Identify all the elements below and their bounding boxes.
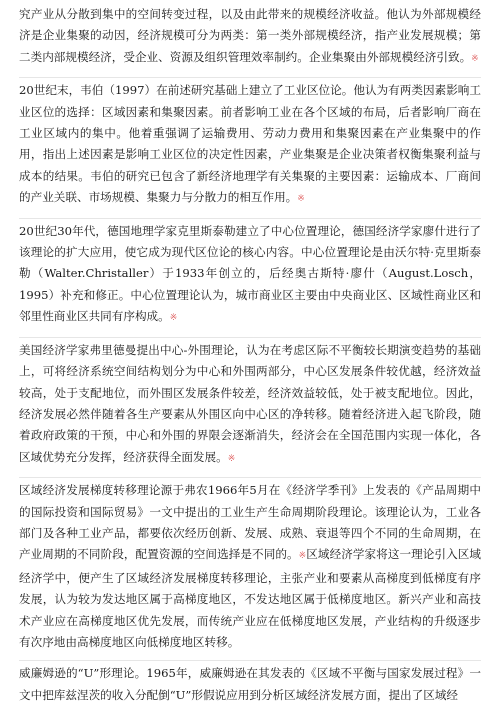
- paragraph-2: [19, 78, 481, 218]
- paragraph-4: [19, 338, 481, 478]
- paragraph-1: [19, 4, 481, 78]
- citation-mark: ※: [298, 551, 307, 562]
- paragraph-text-continued: 区域经济学家将这一理论引入区域经济学中，便产生了区域经济发展梯度转移理论，主张产业和要素从高梯度到低梯度有序发展，认为较为发达地区属于高梯度地区，不发达地区属于低梯度地区。新兴产业和高技术产业应在高梯度地区优先发展，而传统产业应在低梯度地区发展，产业结构的升级逐步有次序地由高梯度地区向低梯度地区转移。: [19, 547, 481, 649]
- citation-mark: ※: [471, 53, 479, 64]
- citation-mark: ※: [297, 194, 305, 205]
- paragraph-text: 威廉姆逊的“U”形理论。1965年，威廉姆逊在其发表的《区域不平衡与国家发展过程》一文中把库兹涅茨的收入分配倒“U”形假说应用到分析区域经济发展方面，提出了区域经: [19, 666, 481, 702]
- paragraph-3: [19, 219, 481, 338]
- paragraph-5: [19, 478, 481, 661]
- citation-mark: ※: [227, 453, 236, 464]
- paragraph-text: 究产业从分散到集中的空间转变过程，以及由此带来的规模经济收益。他认为外部规模经济是企业集聚的动因，经济规模可分为两类：第一类外部规模经济，指产业发展规模；第二类内部规模经济，受企业、资源及组织管理效率制约。企业集聚由外部规模经济引致。: [19, 7, 481, 64]
- paragraph-text: 区域经济发展梯度转移理论源于弗农1966年5月在《经济学季刊》上发表的《产品周期中的国际投资和国际贸易》一文中提出的工业生产生命周期阶段理论。该理论认为，工业各部门及各种工业产品，都要依次经历创新、发展、成熟、衰退等四个不同的生命周期，在产业周期的不同阶段，配置资源的空间选择是不同的。: [19, 483, 481, 562]
- paragraph-6: [19, 661, 481, 713]
- paragraph-text: 20世纪30年代，德国地理学家克里斯泰勒建立了中心位置理论，德国经济学家廖什进行了该理论的扩大应用，使它成为现代区位论的核心内容。中心位置理论是由沃尔特·克里斯泰勒（Walter.Christaller）于1933年创立的，后经奥古斯特·廖什（August.Losch，1995）补充和修正。中心位置理论认为，城市商业区主要由中央商业区、区域性商业区和邻里性商业区共同有序构成。: [19, 223, 481, 324]
- paragraph-text: 20世纪末，韦伯（1997）在前述研究基础上建立了工业区位论。他认为有两类因素影响工业区位的选择：区域因素和集聚因素。前者影响工业在各个区域的布局，后者影响厂商在工业区域内的集中。他着重强调了运输费用、劳动力费用和集聚因素在产业集聚中的作用，指出上述因素是影响工业区位的决定性因素，产业集聚是企业决策者权衡集聚利益与成本的结果。韦伯的研究已包含了新经济地理学有关集聚的主要因素：运输成本、厂商间的产业关联、市场规模、集聚力与分散力的相互作用。: [19, 83, 481, 205]
- paragraph-text: 美国经济学家弗里德曼提出中心-外围理论，认为在考虑区际不平衡较长期演变趋势的基础上，可将经济系统空间结构划分为中心和外围两部分，中心区发展条件较优越，经济效益较高，处于支配地位，而外围区发展条件较差，经济效益较低，处于被支配地位。因此，经济发展必然伴随着各生产要素从外围区向中心区的净转移。随着经济进入起飞阶段，随着政府政策的干预，中心和外围的界限会逐渐消失，经济会在全国范围内实现一体化，各区域优势充分发挥，经济获得全面发展。: [19, 342, 481, 464]
- citation-mark: ※: [169, 313, 178, 324]
